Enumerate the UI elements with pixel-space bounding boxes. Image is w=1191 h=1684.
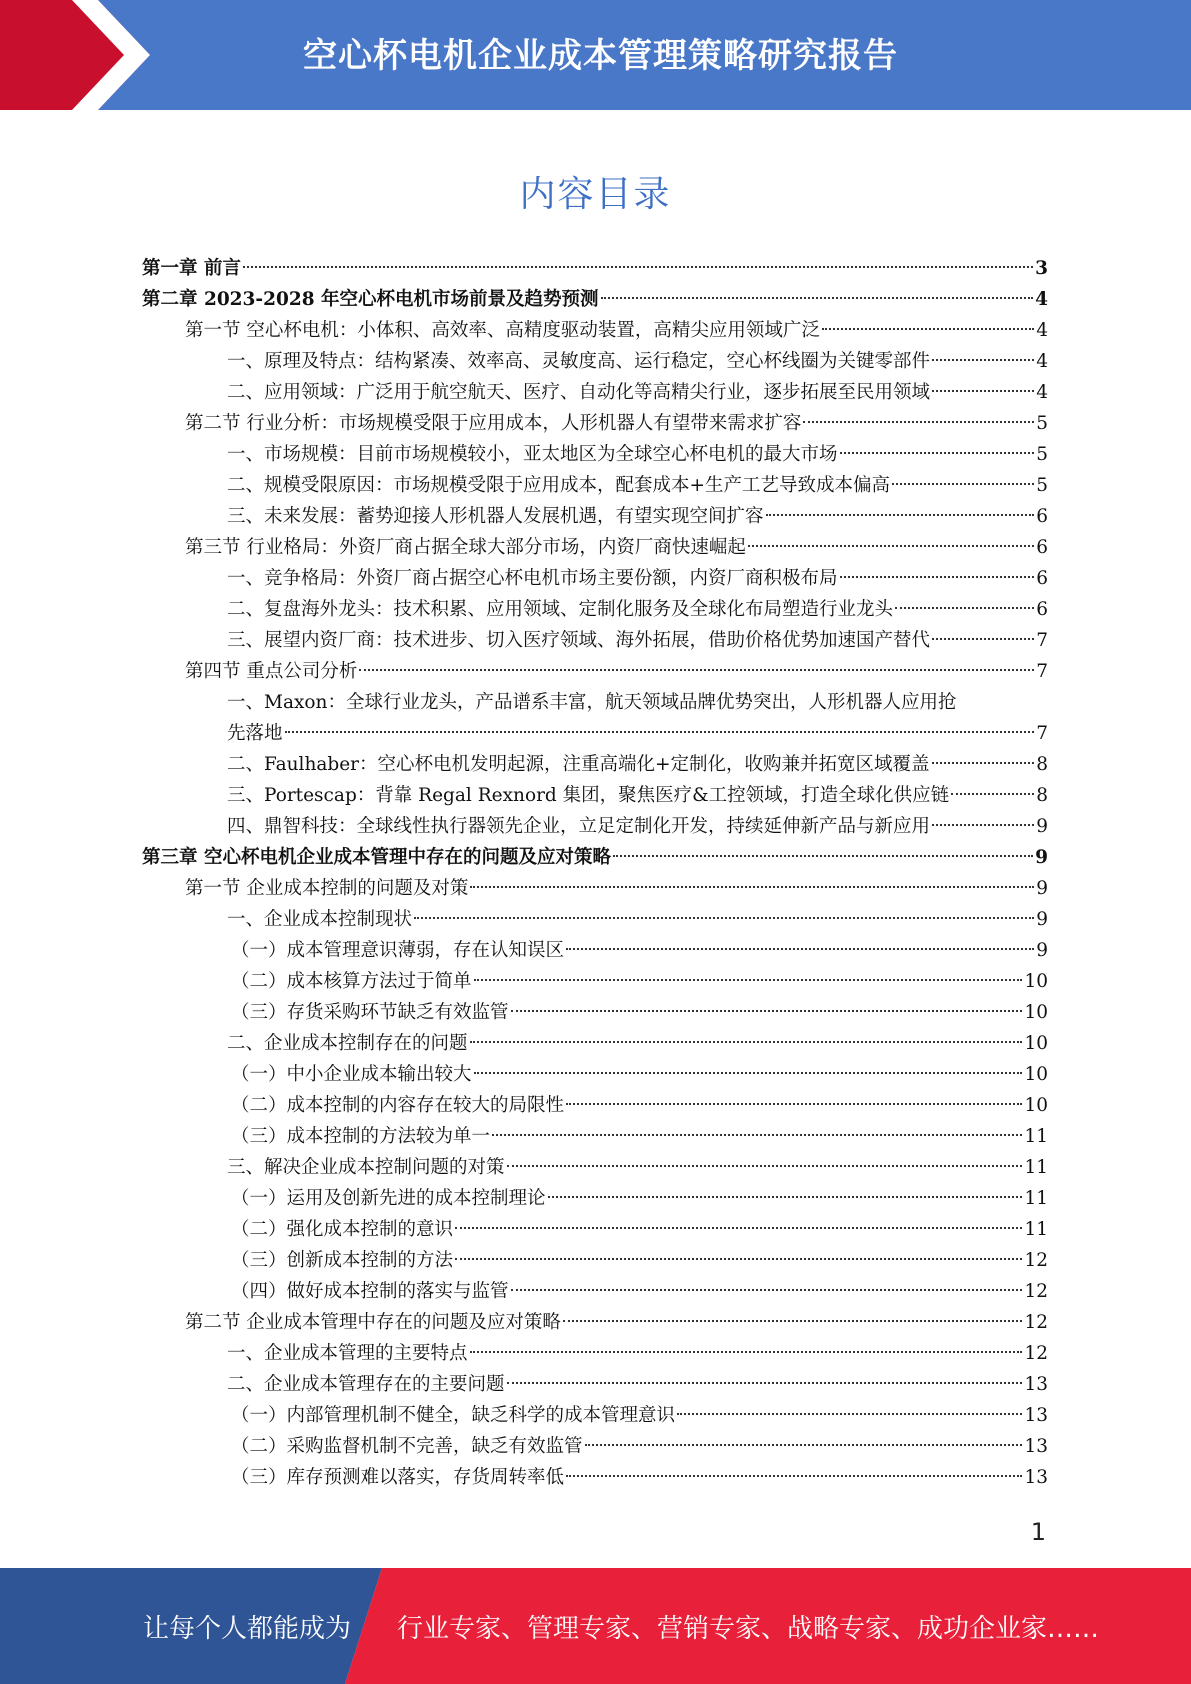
toc-entry-text: （二）采购监督机制不完善，缺乏有效监管 bbox=[231, 1436, 583, 1457]
toc-leader-dots bbox=[511, 1289, 1023, 1291]
toc-entry-text: （二）强化成本控制的意识 bbox=[231, 1219, 454, 1240]
toc-page-number: 12 bbox=[1024, 1250, 1048, 1271]
toc-page-number: 12 bbox=[1024, 1343, 1048, 1364]
toc-entry-text: 第二节 行业分析：市场规模受限于应用成本，人形机器人有望带来需求扩容 bbox=[185, 413, 802, 434]
toc-leader-dots bbox=[748, 545, 1034, 547]
toc-page-number: 13 bbox=[1024, 1467, 1048, 1488]
toc-subsection[interactable] bbox=[227, 1028, 1048, 1059]
footer-slogan-right: 行业专家、管理专家、营销专家、战略专家、成功企业家…… bbox=[397, 1614, 1100, 1644]
toc-leader-dots bbox=[470, 886, 1034, 888]
toc-page-number: 6 bbox=[1036, 568, 1048, 589]
toc-page-number: 9 bbox=[1036, 878, 1048, 899]
toc-leader-dots bbox=[566, 948, 1034, 950]
toc-leader-dots bbox=[601, 297, 1034, 299]
toc-leader-dots bbox=[895, 607, 1034, 609]
toc-page-number: 9 bbox=[1036, 940, 1048, 961]
toc-leader-dots bbox=[414, 917, 1034, 919]
toc-entry-text: （一）成本管理意识薄弱，存在认知误区 bbox=[231, 940, 565, 961]
toc-entry-text: 第四节 重点公司分析 bbox=[185, 661, 358, 682]
toc-chapter-2[interactable] bbox=[142, 284, 1048, 315]
toc-page-number: 10 bbox=[1024, 971, 1048, 992]
footer-slogan-left: 让每个人都能成为 bbox=[143, 1614, 352, 1644]
toc-leader-dots bbox=[951, 793, 1034, 795]
toc-item[interactable] bbox=[231, 997, 1048, 1028]
toc-entry-text: 第一节 企业成本控制的问题及对策 bbox=[185, 878, 469, 899]
toc-page-number: 9 bbox=[1036, 816, 1048, 837]
toc-leader-dots bbox=[932, 359, 1034, 361]
toc-leader-dots bbox=[474, 1072, 1023, 1074]
toc-entry-text: （一）中小企业成本输出较大 bbox=[231, 1064, 472, 1085]
toc-chapter-1[interactable] bbox=[142, 253, 1048, 284]
toc-page-number: 9 bbox=[1036, 909, 1048, 930]
toc-section[interactable] bbox=[185, 1307, 1048, 1338]
toc-item[interactable] bbox=[231, 1431, 1048, 1462]
toc-page-number: 5 bbox=[1036, 475, 1048, 496]
report-header-band bbox=[0, 0, 1191, 110]
toc-subsection[interactable] bbox=[227, 749, 1048, 780]
toc-page-number: 5 bbox=[1036, 413, 1048, 434]
report-title: 空心杯电机企业成本管理策略研究报告 bbox=[303, 36, 898, 76]
toc-leader-dots bbox=[613, 855, 1033, 857]
toc-page-number: 10 bbox=[1024, 1064, 1048, 1085]
toc-entry-text: （一）内部管理机制不健全，缺乏科学的成本管理意识 bbox=[231, 1405, 676, 1426]
toc-item[interactable] bbox=[231, 1245, 1048, 1276]
toc-subsection[interactable] bbox=[227, 687, 1048, 718]
toc-page-number: 11 bbox=[1024, 1126, 1048, 1147]
toc-heading: 内容目录 bbox=[519, 174, 672, 215]
toc-page-number: 6 bbox=[1036, 506, 1048, 527]
toc-item[interactable] bbox=[231, 1183, 1048, 1214]
toc-entry-text: 第三章 空心杯电机企业成本管理中存在的问题及应对策略 bbox=[142, 847, 611, 868]
toc-item[interactable] bbox=[231, 1400, 1048, 1431]
toc-subsection[interactable] bbox=[227, 780, 1048, 811]
toc-leader-dots bbox=[677, 1413, 1022, 1415]
toc-page-number: 12 bbox=[1024, 1312, 1048, 1333]
toc-subsection[interactable] bbox=[227, 563, 1048, 594]
toc-leader-dots bbox=[470, 1041, 1023, 1043]
toc-entry-text: （三）存货采购环节缺乏有效监管 bbox=[231, 1002, 509, 1023]
toc-item[interactable] bbox=[231, 1121, 1048, 1152]
toc-item[interactable] bbox=[231, 1090, 1048, 1121]
toc-subsection[interactable] bbox=[227, 904, 1048, 935]
toc-item[interactable] bbox=[231, 966, 1048, 997]
toc-page-number: 4 bbox=[1036, 320, 1048, 341]
toc-page-number: 10 bbox=[1024, 1095, 1048, 1116]
toc-leader-dots bbox=[566, 1103, 1022, 1105]
toc-entry-text: （二）成本控制的内容存在较大的局限性 bbox=[231, 1095, 565, 1116]
toc-entry-text: 二、应用领域：广泛用于航空航天、医疗、自动化等高精尖行业，逐步拓展至民用领域 bbox=[227, 382, 931, 403]
toc-page-number: 4 bbox=[1036, 351, 1048, 372]
page-number: 1 bbox=[1030, 1518, 1046, 1546]
toc-leader-dots bbox=[932, 762, 1035, 764]
toc-entry-text: 一、企业成本管理的主要特点 bbox=[227, 1343, 468, 1364]
toc-entry-text: 三、Portescap：背靠 Regal Rexnord 集团，聚焦医疗&工控领域，打造全球化供应链 bbox=[227, 785, 950, 806]
toc-subsection[interactable] bbox=[227, 377, 1048, 408]
toc-item[interactable] bbox=[231, 1462, 1048, 1493]
footer-band bbox=[0, 1568, 1191, 1684]
toc-leader-dots bbox=[507, 1382, 1023, 1384]
toc-page-number: 11 bbox=[1024, 1188, 1048, 1209]
toc-subsection[interactable] bbox=[227, 501, 1048, 532]
toc-page-number: 9 bbox=[1035, 847, 1048, 868]
toc-section[interactable] bbox=[185, 656, 1048, 687]
toc-leader-dots bbox=[840, 576, 1035, 578]
toc-leader-dots bbox=[470, 1351, 1023, 1353]
toc-subsection[interactable] bbox=[227, 811, 1048, 842]
toc-item[interactable] bbox=[231, 1276, 1048, 1307]
toc-page-number: 13 bbox=[1024, 1436, 1048, 1457]
toc-leader-dots bbox=[840, 452, 1035, 454]
toc-page-number: 5 bbox=[1036, 444, 1048, 465]
toc-entry-text: 先落地 bbox=[227, 723, 283, 744]
toc-chapter-3[interactable] bbox=[142, 842, 1048, 873]
toc-page-number: 7 bbox=[1036, 723, 1048, 744]
toc-section[interactable] bbox=[185, 315, 1048, 346]
toc-page-number: 6 bbox=[1036, 599, 1048, 620]
toc-page-number: 4 bbox=[1036, 382, 1048, 403]
toc-section[interactable] bbox=[185, 408, 1048, 439]
toc-entry-text: 一、Maxon：全球行业龙头，产品谱系丰富，航天领域品牌优势突出，人形机器人应用抢 bbox=[227, 692, 957, 713]
toc-entry-text: 二、规模受限原因：市场规模受限于应用成本，配套成本+生产工艺导致成本偏高 bbox=[227, 475, 891, 496]
toc-page-number: 7 bbox=[1036, 661, 1048, 682]
toc-subsection[interactable] bbox=[227, 1369, 1048, 1400]
toc-entry-text: 二、Faulhaber：空心杯电机发明起源，注重高端化+定制化，收购兼并拓宽区域覆盖 bbox=[227, 754, 930, 775]
toc-entry-text: 第一章 前言 bbox=[142, 258, 241, 279]
toc-page-number: 10 bbox=[1024, 1033, 1048, 1054]
toc-entry-text: （三）成本控制的方法较为单一 bbox=[231, 1126, 491, 1147]
toc-page-number: 11 bbox=[1024, 1219, 1048, 1240]
toc-page-number: 13 bbox=[1024, 1374, 1048, 1395]
toc-leader-dots bbox=[474, 979, 1023, 981]
toc-entry-text: 第一节 空心杯电机：小体积、高效率、高精度驱动装置，高精尖应用领域广泛 bbox=[185, 320, 820, 341]
toc-entry-text: 三、解决企业成本控制问题的对策 bbox=[227, 1157, 505, 1178]
toc-entry-text: 第二节 企业成本管理中存在的问题及应对策略 bbox=[185, 1312, 561, 1333]
toc-section[interactable] bbox=[185, 532, 1048, 563]
toc-subsection[interactable] bbox=[227, 470, 1048, 501]
toc-page-number: 8 bbox=[1036, 785, 1048, 806]
toc-subsection-continued[interactable] bbox=[227, 718, 1048, 749]
toc-entry-text: 一、竞争格局：外资厂商占据空心杯电机市场主要份额，内资厂商积极布局 bbox=[227, 568, 838, 589]
toc-leader-dots bbox=[932, 824, 1034, 826]
toc-leader-dots bbox=[492, 1134, 1022, 1136]
toc-leader-dots bbox=[455, 1258, 1022, 1260]
toc-leader-dots bbox=[455, 1227, 1022, 1229]
toc-page-number: 12 bbox=[1024, 1281, 1048, 1302]
toc-subsection[interactable] bbox=[227, 594, 1048, 625]
toc-entry-text: 四、鼎智科技：全球线性执行器领先企业，立足定制化开发，持续延伸新产品与新应用 bbox=[227, 816, 931, 837]
toc-entry-text: （三）创新成本控制的方法 bbox=[231, 1250, 454, 1271]
toc-entry-text: （三）库存预测难以落实，存货周转率低 bbox=[231, 1467, 565, 1488]
toc-leader-dots bbox=[932, 390, 1034, 392]
toc-leader-dots bbox=[585, 1444, 1023, 1446]
toc-page-number: 6 bbox=[1036, 537, 1048, 558]
toc-entry-text: 第二章 2023-2028 年空心杯电机市场前景及趋势预测 bbox=[142, 289, 599, 310]
toc-entry-text: （一）运用及创新先进的成本控制理论 bbox=[231, 1188, 546, 1209]
toc-leader-dots bbox=[892, 483, 1034, 485]
toc-entry-text: 一、市场规模：目前市场规模较小，亚太地区为全球空心杯电机的最大市场 bbox=[227, 444, 838, 465]
toc-entry-text: 第三节 行业格局：外资厂商占据全球大部分市场，内资厂商快速崛起 bbox=[185, 537, 746, 558]
toc-leader-dots bbox=[285, 731, 1035, 733]
toc-entry-text: 二、复盘海外龙头：技术积累、应用领域、定制化服务及全球化布局塑造行业龙头 bbox=[227, 599, 894, 620]
toc-entry-text: （二）成本核算方法过于简单 bbox=[231, 971, 472, 992]
toc-page-number: 3 bbox=[1035, 258, 1048, 279]
toc-item[interactable] bbox=[231, 1059, 1048, 1090]
toc-leader-dots bbox=[822, 328, 1034, 330]
toc-subsection[interactable] bbox=[227, 439, 1048, 470]
toc-leader-dots bbox=[507, 1165, 1023, 1167]
toc-leader-dots bbox=[563, 1320, 1023, 1322]
toc-section[interactable] bbox=[185, 873, 1048, 904]
toc-entry-text: 一、企业成本控制现状 bbox=[227, 909, 413, 930]
toc-leader-dots bbox=[766, 514, 1035, 516]
toc-page-number: 8 bbox=[1036, 754, 1048, 775]
toc-subsection[interactable] bbox=[227, 1338, 1048, 1369]
toc-entry-text: （四）做好成本控制的落实与监管 bbox=[231, 1281, 509, 1302]
toc-item[interactable] bbox=[231, 935, 1048, 966]
toc-leader-dots bbox=[511, 1010, 1023, 1012]
toc-leader-dots bbox=[243, 266, 1033, 268]
toc-entry-text: 一、原理及特点：结构紧凑、效率高、灵敏度高、运行稳定，空心杯线圈为关键零部件 bbox=[227, 351, 931, 372]
toc-subsection[interactable] bbox=[227, 1152, 1048, 1183]
toc-page-number: 4 bbox=[1035, 289, 1048, 310]
toc-subsection[interactable] bbox=[227, 625, 1048, 656]
toc-item[interactable] bbox=[231, 1214, 1048, 1245]
toc-page-number: 13 bbox=[1024, 1405, 1048, 1426]
toc-page-number: 7 bbox=[1036, 630, 1048, 651]
toc-subsection[interactable] bbox=[227, 346, 1048, 377]
toc-leader-dots bbox=[803, 421, 1034, 423]
toc-entry-text: 三、未来发展：蓄势迎接人形机器人发展机遇，有望实现空间扩容 bbox=[227, 506, 764, 527]
toc-page-number: 10 bbox=[1024, 1002, 1048, 1023]
toc-leader-dots bbox=[359, 669, 1034, 671]
toc-leader-dots bbox=[566, 1475, 1022, 1477]
toc-leader-dots bbox=[548, 1196, 1023, 1198]
toc-entry-text: 三、展望内资厂商：技术进步、切入医疗领域、海外拓展，借助价格优势加速国产替代 bbox=[227, 630, 931, 651]
toc-entry-text: 二、企业成本控制存在的问题 bbox=[227, 1033, 468, 1054]
toc-page-number: 11 bbox=[1024, 1157, 1048, 1178]
toc-leader-dots bbox=[932, 638, 1034, 640]
toc-entry-text: 二、企业成本管理存在的主要问题 bbox=[227, 1374, 505, 1395]
